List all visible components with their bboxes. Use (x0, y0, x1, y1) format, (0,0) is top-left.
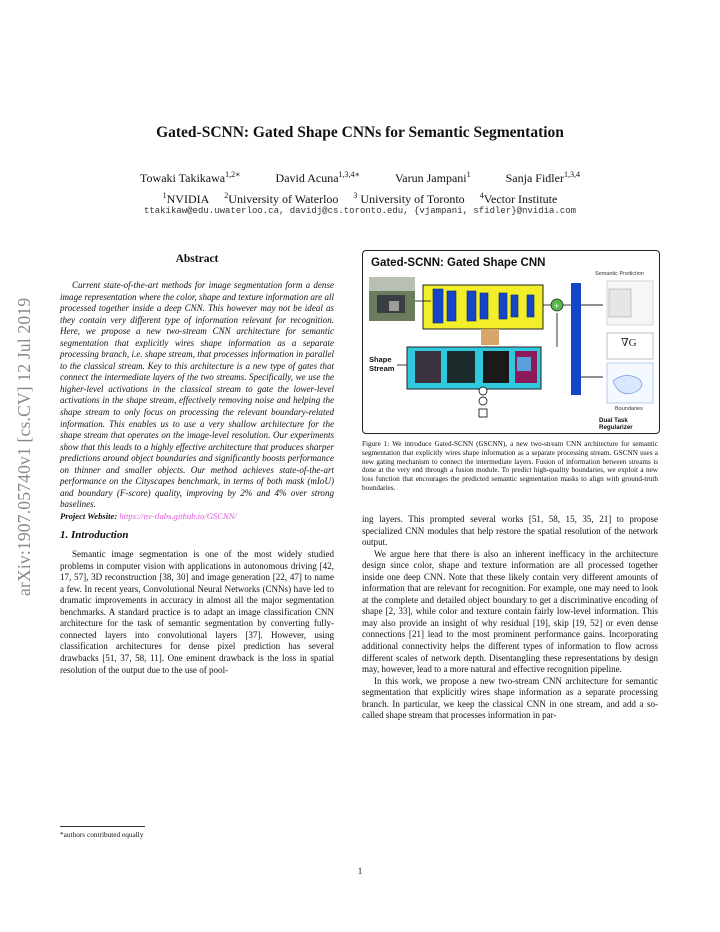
affiliation: $^1$NVIDIA (162, 191, 210, 206)
affiliation: $^3$ University of Toronto (353, 191, 465, 206)
author-emails: ttakikaw@edu.uwaterloo.ca, davidj@cs.toronto.edu, {vjampani, sfidler}@nvidia.com (143, 206, 577, 216)
author-block (0, 166, 720, 208)
figure-1 (362, 250, 660, 434)
shape-stream-label: Shape Stream (369, 355, 395, 373)
abstract-body (60, 280, 334, 676)
paper-title: Gated-SCNN: Gated Shape CNNs for Semantic Segmentation (156, 124, 564, 141)
author: Sanja Fidler$^{1,3,4}$ (505, 170, 580, 185)
gate-feature (481, 329, 499, 345)
boundaries-label: Boundaries (615, 406, 643, 412)
author: Towaki Takikawa$^{1,2∗}$ (140, 170, 241, 185)
dual-task-label: Dual Task Regularizer (599, 417, 633, 431)
figure-caption: Figure 1: We introduce Gated-SCNN (GSCNN), a new two-stream CNN architecture for semantic segmentation that explicitly wires shape information as a separate processing stream. GSCNN uses a new gating mechanism to connect the intermediate layers. Fusion of information between streams is done at the very end through a fusion module. To predict high-quality boundaries, we exploit a new loss function that encourages the predicted semantic segmentation masks to align with ground-truth boundaries. (362, 440, 658, 492)
paragraph: ing layers. This prompted several works [51, 58, 15, 35, 21] to propose specialized CNN modules that help restore the spatial resolution of the network output. (362, 514, 658, 548)
affiliations (0, 187, 720, 208)
output-block (571, 283, 581, 395)
page-number: 1 (357, 866, 363, 876)
abstract-text: Current state-of-the-art methods for image segmentation form a dense image representation where the color, shape and texture information are all processed together inside a deep CNN. This however may not be ideal as they contain very different type of information relevant for recognition. Here, we propose a new two-stream CNN architecture for semantic segmentation that explicitly wires shape information as a separate processing branch, i.e. shape stream, that processes information in parallel to the classical stream. Key to this architecture is a new type of gates that connect the intermediate layers of the two streams. Specifically, we use the higher-level activations in the classical stream to gate the lower-level activations in the shape stream, effectively removing noise and helping the shape stream to only focus on processing the relevant boundary-related information. This enables us to use a very shallow architecture for the shape stream that operates on the image-level resolution. Our experiments show that this leads to a highly effective architecture that produces sharper predictions around object boundaries and significantly boosts performance on thinner and smaller objects. Our method achieves state-of-the-art performance on the Cityscapes benchmark, in terms of both mask (mIoU) and boundary (F-score) quality, improving by 2% and 4% over strong baselines. (60, 280, 334, 510)
project-link[interactable]: https://nv-tlabs.github.io/GSCNN/ (119, 510, 237, 521)
project-line (60, 511, 334, 523)
author-names (0, 166, 720, 187)
project-label: Project Website: (60, 510, 118, 521)
paragraph: We argue here that there is also an inherent inefficacy in the architecture design since color, shape and texture information are all processed together inside one deep CNN. Note that these likely contain very different amounts of information that are relevant for recognition. For example, one may need to look at the complete and detailed object boundary to get a discriminative encoding of shape [2, 33], while color and texture contain fairly low-level information. This may also provide an insight of why residual [19], skip [19, 52] or even dense connections [21] lead to the most prominent performance gains. Incorporating additional connectivity helps the different types of information to flow across different scales of network depth. Disentangling these representations by design may, however, lead to a more natural and effective recognition pipeline. (362, 548, 658, 675)
intro-paragraph: Semantic image segmentation is one of the most widely studied problems in computer vision with applications in autonomous driving [42, 17, 57], 3D reconstruction [38, 30] and image generation [22, 47] to name a few. In recent years, Convolutional Neural Networks (CNNs) have led to dramatic improvements in accuracy in almost all the major segmentation benchmarks. A standard practice is to adapt an image classification CNN architecture for the task of semantic segmentation by converting fully-connected layers into convolutional layers [37]. However, using classification architectures for dense pixel prediction has several drawbacks [51, 37, 58, 11]. One eminent drawback is the loss in spatial resolution of the output due to the use of pool- (60, 549, 334, 675)
svg-text:+: + (554, 301, 560, 311)
right-column (362, 514, 658, 722)
footnote: *authors contributed equally (60, 830, 144, 839)
paragraph: In this work, we propose a new two-stream CNN architecture for semantic segmentation that explicitly wires shape information as a separate processing branch. In particular, we keep the classical CNN in one stream, and add a so-called shape stream that processes information in par- (362, 675, 658, 721)
intro-heading: 1. Introduction (60, 529, 129, 542)
affiliation: $^4$Vector Institute (479, 191, 558, 206)
affiliation: $^2$University of Waterloo (224, 191, 339, 206)
author: David Acuna$^{1,3,4∗}$ (275, 170, 360, 185)
semantic-prediction-label: Semantic Prediction (595, 271, 644, 277)
footnote-rule (60, 826, 145, 827)
author: Varun Jampani$^1$ (394, 170, 471, 185)
abstract-heading: Abstract (175, 253, 219, 265)
figure-title: Gated-SCNN: Gated Shape CNN (371, 257, 546, 269)
arxiv-stamp: arXiv:1907.05740v1 [cs.CV] 12 Jul 2019 (14, 297, 34, 596)
grad-label: ∇G (621, 337, 637, 349)
